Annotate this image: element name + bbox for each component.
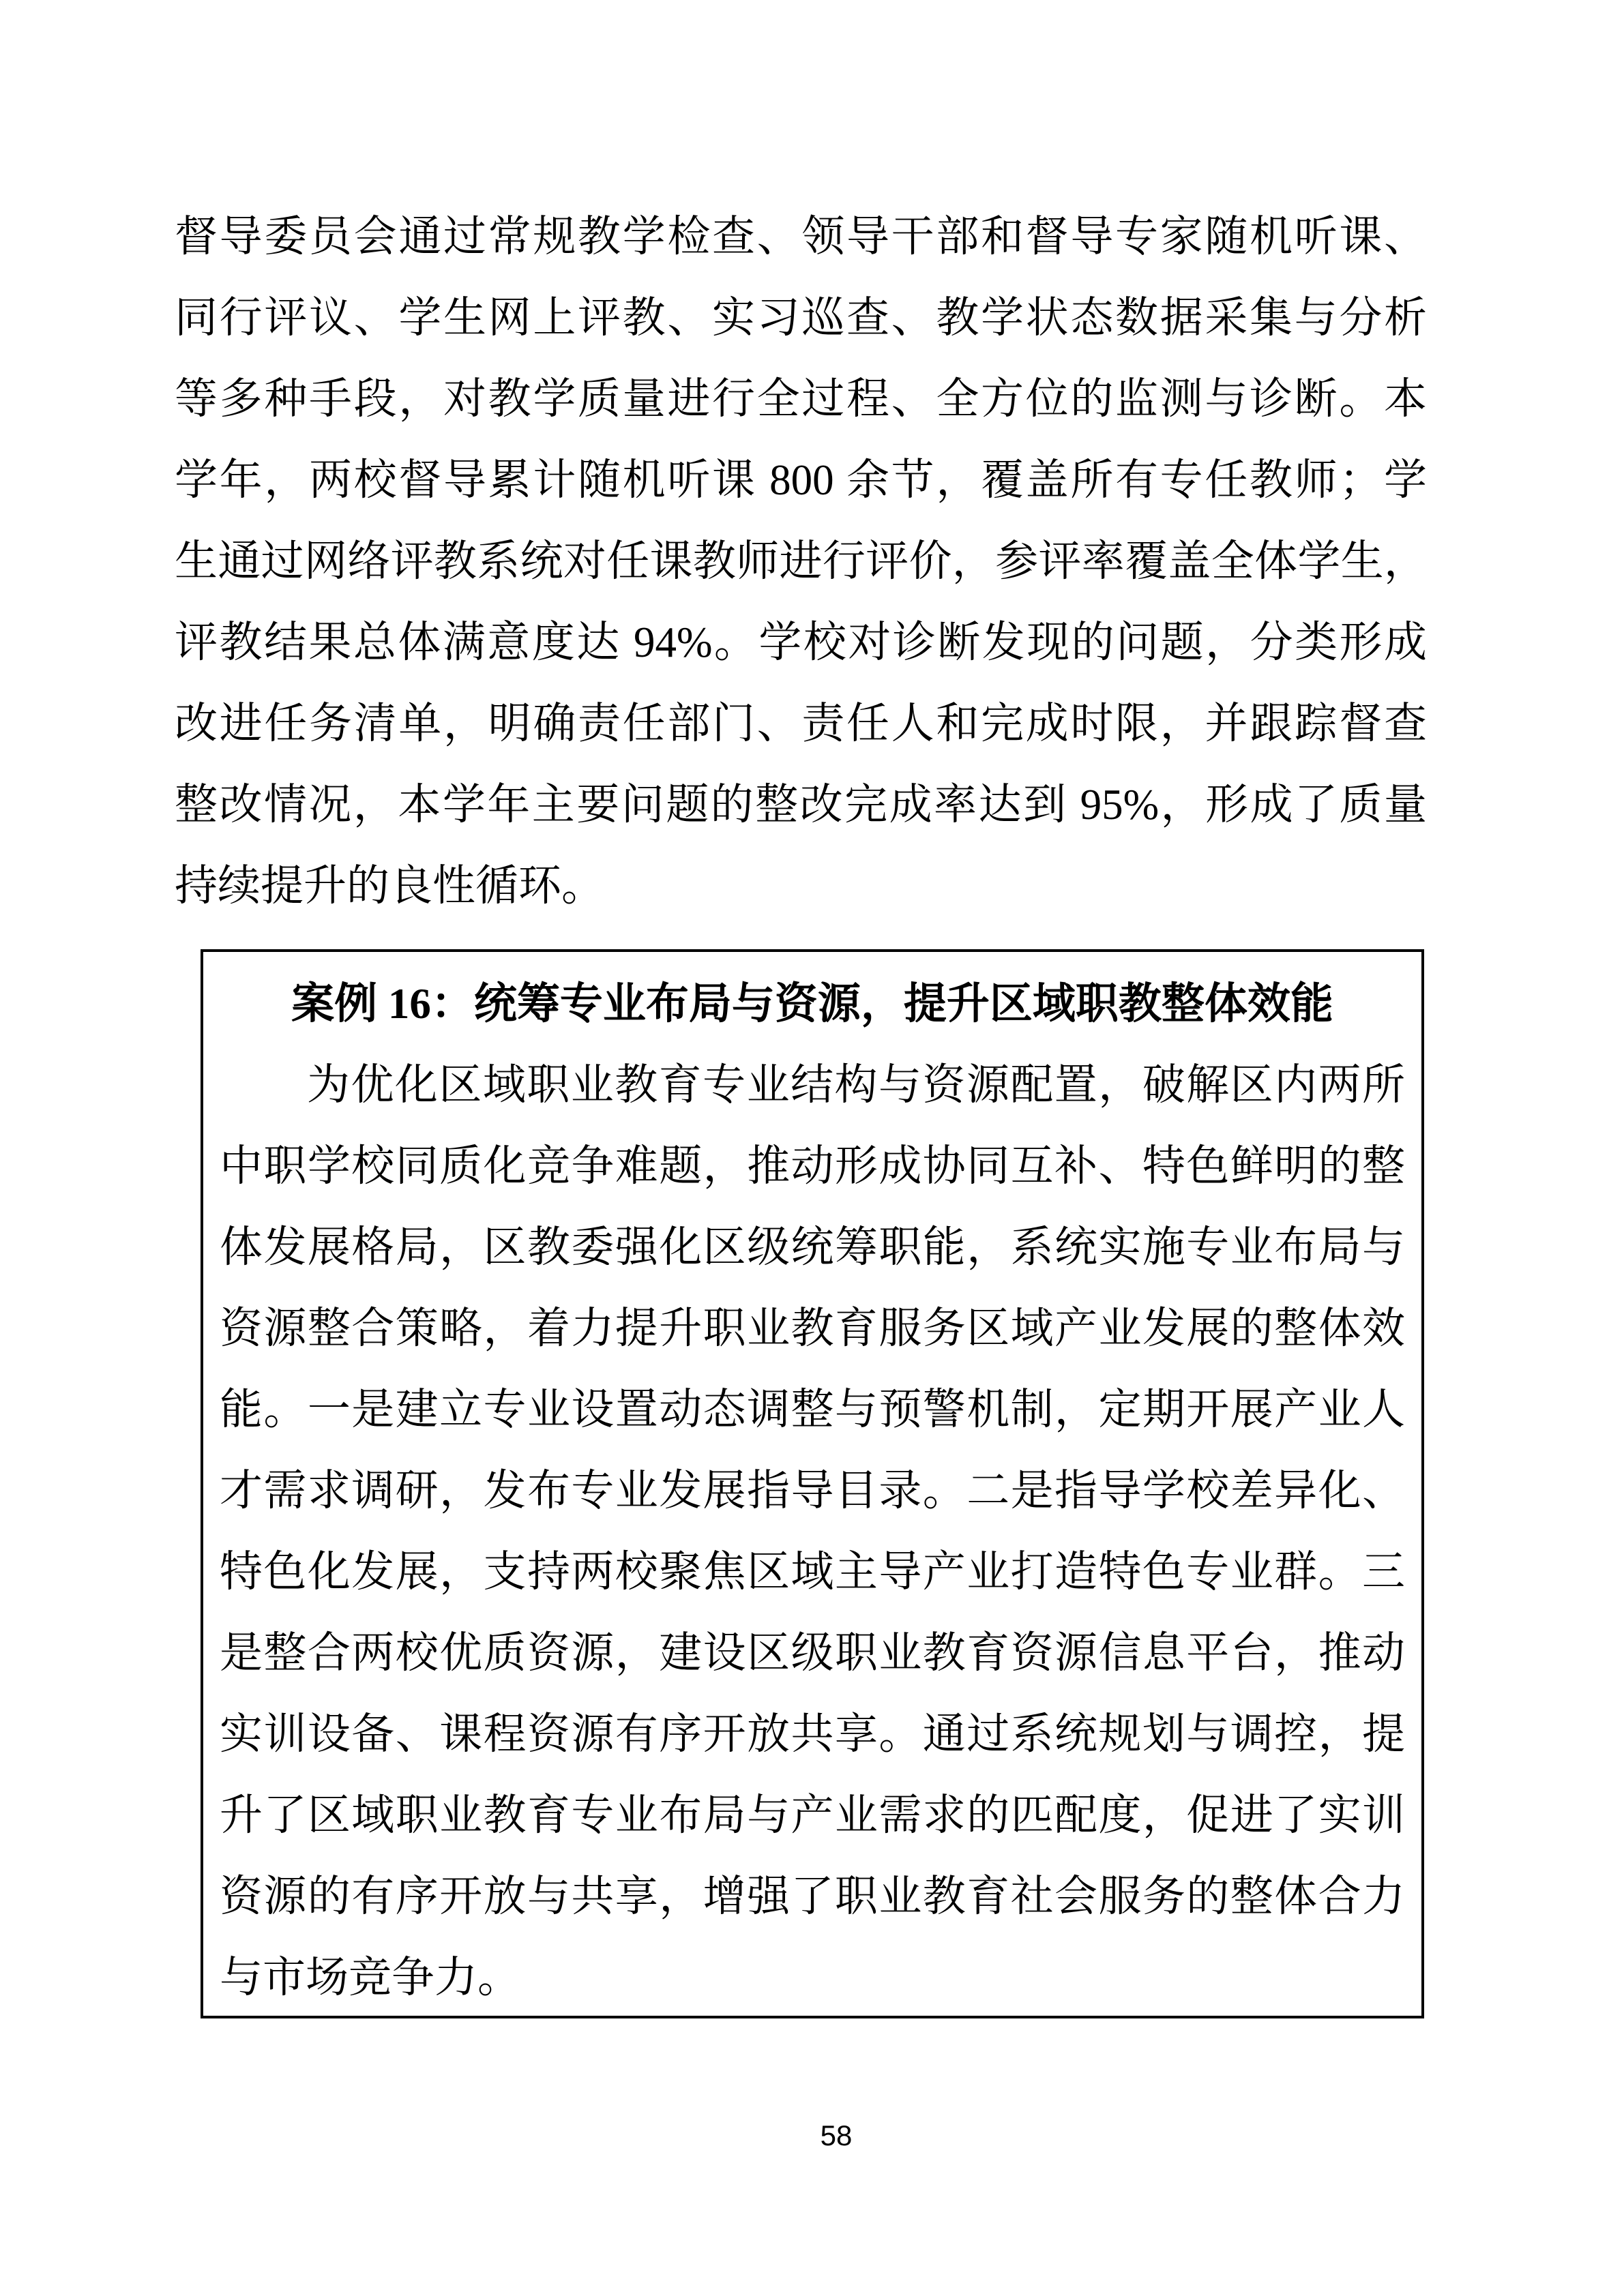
case-box-line-6: 才需求调研，发布专业发展指导目录。二是指导学校差异化、 bbox=[220, 1467, 1405, 1515]
paragraph-line-1: 督导委员会通过常规教学检查、领导干部和督导专家随机听课、 bbox=[175, 213, 1427, 260]
paragraph-line-6: 评教结果总体满意度达 94%。学校对诊断发现的问题，分类形成 bbox=[175, 618, 1427, 666]
case-study-box bbox=[201, 949, 1424, 2018]
case-box-line-4: 资源整合策略，着力提升职业教育服务区域产业发展的整体效 bbox=[220, 1304, 1405, 1352]
main-paragraph bbox=[175, 196, 1427, 927]
case-box-line-11: 资源的有序开放与共享，增强了职业教育社会服务的整体合力 bbox=[220, 1873, 1405, 1920]
case-box-line-5: 能。一是建立专业设置动态调整与预警机制，定期开展产业人 bbox=[220, 1386, 1405, 1433]
page-number: 58 bbox=[820, 2119, 853, 2151]
case-box-line-3: 体发展格局，区教委强化区级统筹职能，系统实施专业布局与 bbox=[220, 1223, 1405, 1271]
paragraph-line-3: 等多种手段，对教学质量进行全过程、全方位的监测与诊断。本 bbox=[175, 375, 1427, 423]
case-box-title: 案例 16：统筹专业布局与资源，提升区域职教整体效能 bbox=[291, 980, 1333, 1028]
case-box-line-8: 是整合两校优质资源，建设区级职业教育资源信息平台，推动 bbox=[220, 1629, 1405, 1677]
paragraph-line-4: 学年，两校督导累计随机听课 800 余节，覆盖所有专任教师；学 bbox=[175, 456, 1427, 504]
case-box-line-10: 升了区域职业教育专业布局与产业需求的匹配度，促进了实训 bbox=[220, 1791, 1405, 1839]
paragraph-line-8: 整改情况，本学年主要问题的整改完成率达到 95%，形成了质量 bbox=[175, 781, 1427, 829]
paragraph-line-9: 持续提升的良性循环。 bbox=[175, 862, 604, 910]
paragraph-line-7: 改进任务清单，明确责任部门、责任人和完成时限，并跟踪督查 bbox=[175, 700, 1427, 747]
case-box-line-12: 与市场竞争力。 bbox=[220, 1954, 520, 2001]
case-box-line-2: 中职学校同质化竞争难题，推动形成协同互补、特色鲜明的整 bbox=[220, 1142, 1405, 1190]
paragraph-line-2: 同行评议、学生网上评教、实习巡查、教学状态数据采集与分析 bbox=[175, 294, 1427, 342]
case-box-line-7: 特色化发展，支持两校聚焦区域主导产业打造特色专业群。三 bbox=[220, 1548, 1405, 1596]
case-box-line-9: 实训设备、课程资源有序开放共享。通过系统规划与调控，提 bbox=[220, 1710, 1405, 1758]
paragraph-line-5: 生通过网络评教系统对任课教师进行评价，参评率覆盖全体学生， bbox=[175, 537, 1427, 585]
case-box-line-1: 为优化区域职业教育专业结构与资源配置，破解区内两所 bbox=[307, 1061, 1405, 1109]
